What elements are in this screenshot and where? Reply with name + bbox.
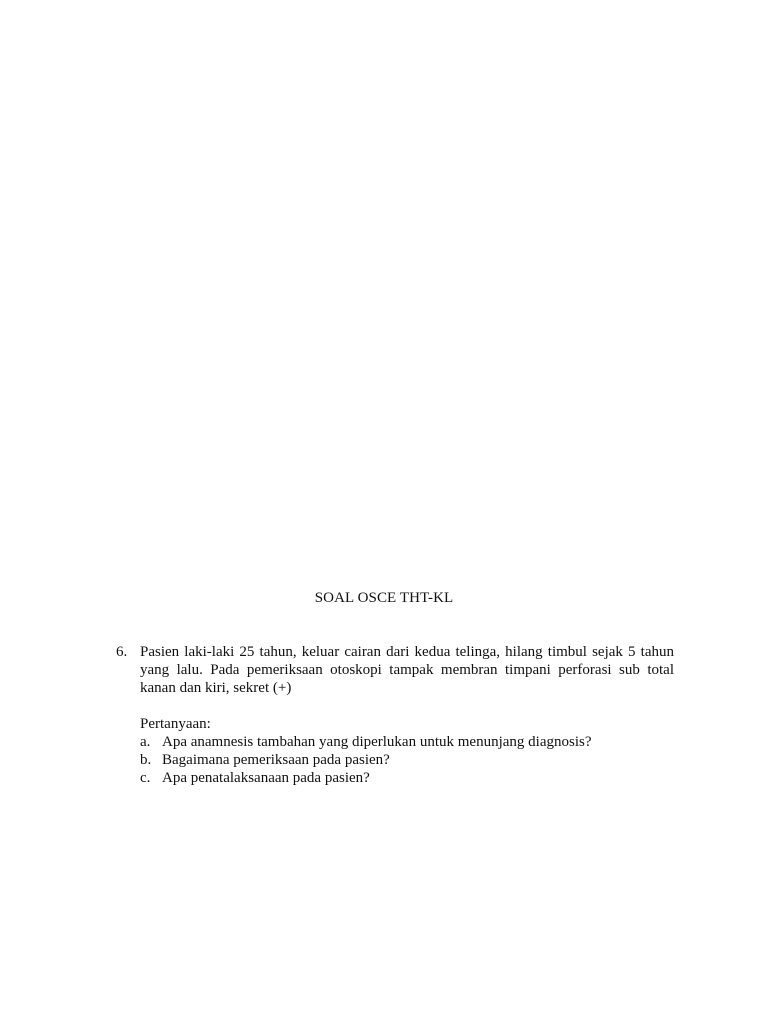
question-list	[140, 733, 674, 787]
list-item-text: Bagaimana pemeriksaan pada pasien?	[162, 752, 390, 768]
document-title: SOAL OSCE THT-KL	[314, 590, 454, 606]
question-6	[116, 643, 674, 787]
list-item-marker: a.	[140, 734, 151, 750]
list-item	[140, 733, 674, 751]
question-scenario: Pasien laki-laki 25 tahun, keluar cairan dari kedua telinga, hilang timbul sejak 5 tahun yang lalu. Pada pemeriksaan otoskopi tampak membran timpani perforasi sub total kanan dan kiri, sekret (+)	[140, 644, 674, 696]
question-body	[140, 643, 674, 787]
question-number: 6.	[116, 644, 128, 660]
list-item-text: Apa anamnesis tambahan yang diperlukan untuk menunjang diagnosis?	[162, 734, 592, 750]
list-item	[140, 751, 674, 769]
question-prompt-label: Pertanyaan:	[140, 716, 211, 732]
list-item-marker: c.	[140, 770, 151, 786]
list-item	[140, 769, 674, 787]
list-item-text: Apa penatalaksanaan pada pasien?	[162, 770, 370, 786]
list-item-marker: b.	[140, 752, 152, 768]
